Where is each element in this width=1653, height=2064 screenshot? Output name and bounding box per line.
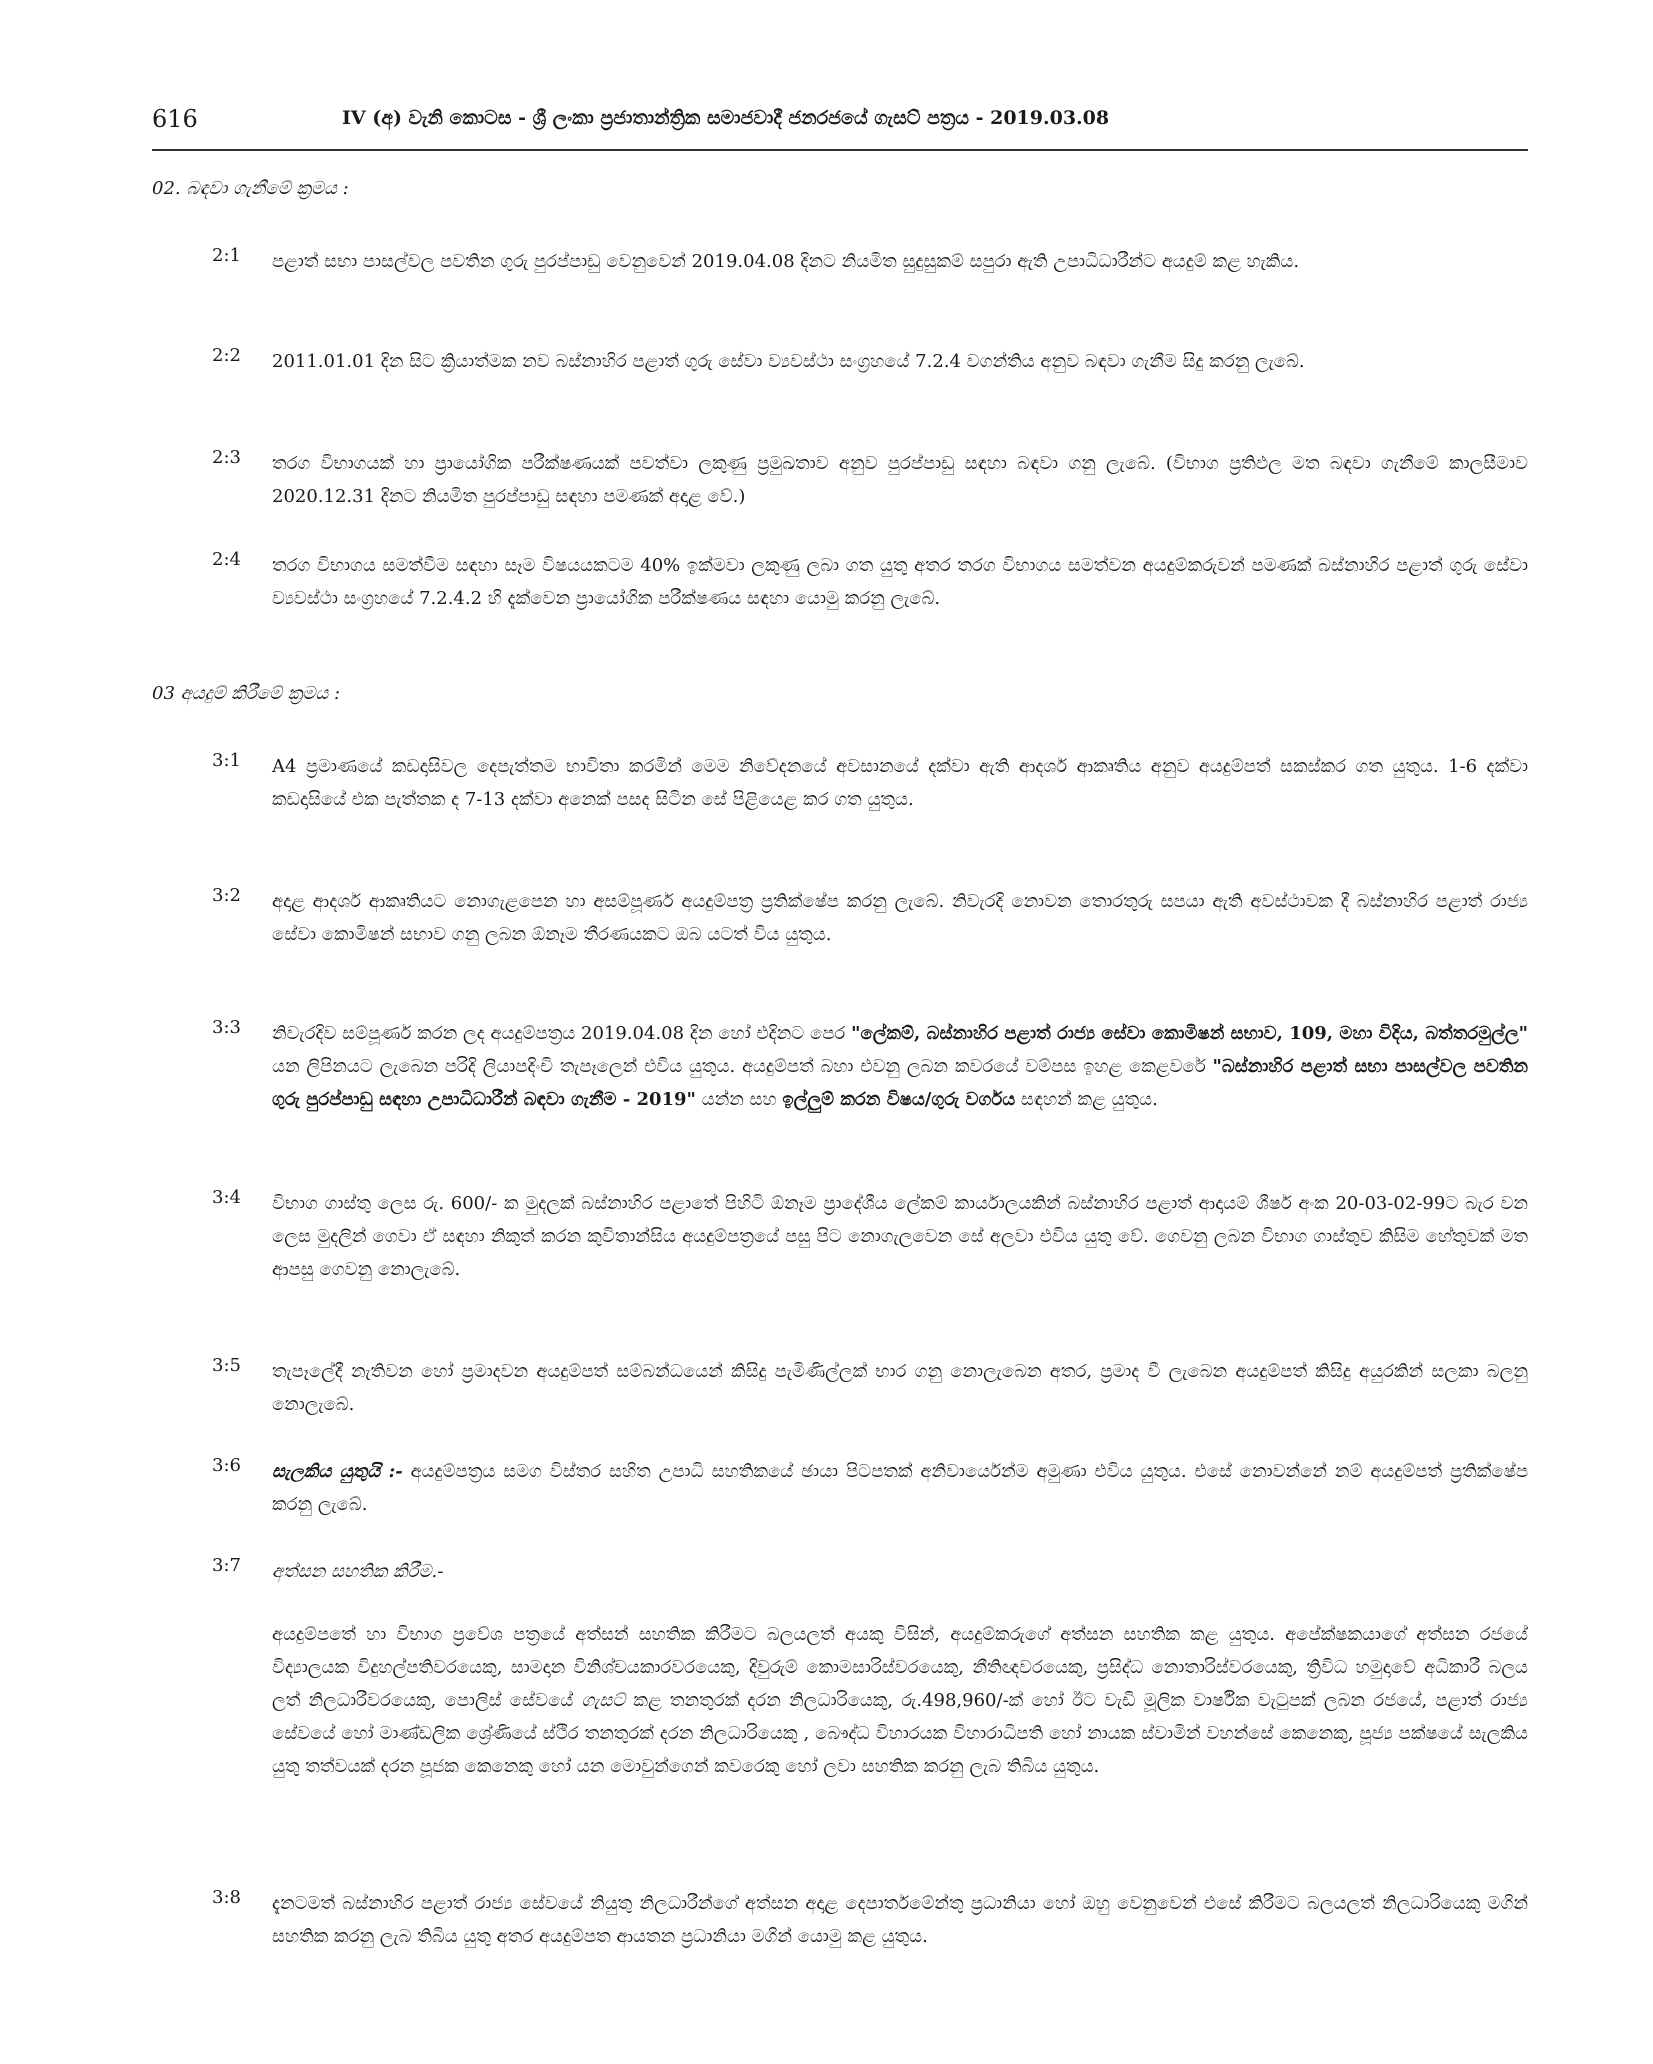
clause-number: 3:3 bbox=[212, 1017, 241, 1038]
clause-text: පළාත් සභා පාසල්වල පවතින ගුරු පුරප්පාඩු වෙනුවෙන් 2019.04.08 දිනට නියමිත සුදුසුකම් සපුරා ඇති උපාධිධාරීන්ට අයදුම් කළ හැකිය. bbox=[272, 251, 1300, 272]
subject-caption: ඉල්ලුම් කරන විෂය/ගුරු වර්ගය bbox=[782, 1089, 1016, 1110]
clause-text: A4 ප්‍රමාණයේ කඩදාසිවල දෙපැත්තම භාවිතා කරමින් මෙම නිවේදනයේ අවසානයේ දක්වා ඇති ආදර්ශ ආකෘතිය අනුව අයදුම්පත් සකස්කර ගත යුතුය. 1-6 දක්වා කඩදාසියේ එක පැත්තක ද 7-13 දක්වා අනෙක් පසද සිටින සේ පිළියෙළ කර ගත යුතුය. bbox=[272, 756, 1528, 810]
clause-subheading bbox=[272, 1555, 1528, 1588]
clause-3-5 bbox=[152, 1355, 1528, 1421]
clause-text bbox=[272, 1455, 1528, 1521]
envelope-caption: "බස්නාහිර පළාත් සභා පාසල්වල පවතින ගුරු පුරප්පාඩු සඳහා උපාධිධාරීන් බඳවා ගැනීම - 2019" bbox=[272, 1056, 1528, 1110]
clause-3-1 bbox=[152, 750, 1528, 816]
clause-text-part: අයදුම්පත්‍රය සමග විස්තර සහිත උපාධි සහතිකයේ ඡායා පිටපතක් අනිවාර්යෙන්ම අමුණා එවිය යුතුය. එසේ නොවන්නේ නම් අයදුම්පත් ප්‍රතික්ෂේප කරනු ලැබේ. bbox=[272, 1461, 1529, 1515]
section-2-heading: 02. බඳවා ගැනීමේ ක්‍රමය : bbox=[152, 178, 349, 199]
clause-3-6 bbox=[152, 1455, 1528, 1521]
clause-3-4 bbox=[152, 1187, 1528, 1286]
clause-text: අදාළ ආදර්ශ ආකෘතියට නොගැළපෙන හා අසම්පූර්ණ අයදුම්පත්‍ර ප්‍රතික්ෂේප කරනු ලැබේ. නිවැරදි නොවන තොරතුරු සපයා ඇති අවස්ථාවක දී බස්නාහිර පළාත් රාජ්‍ය සේවා කොමිෂන් සභාව ගනු ලබන ඕනෑම තීරණයකට ඔබ යටත් විය යුතුය. bbox=[272, 891, 1528, 945]
page-header bbox=[152, 105, 1528, 151]
clause-text-part: කළ තනතුරක් දරන නිලධාරියෙකු, රු.498,960/-ක් හෝ ඊට වැඩි මූලික වාර්ෂික වැටුපක් ලබන රජයේ, පළාත් රාජ්‍ය සේවයේ හෝ මාණ්ඩලික ශ්‍රේණියේ ස්ථිර තනතුරක් දරන නිලධාරියෙකු , බෞද්ධ විහාරයක විහාරාධිපති හෝ නායක ස්වාමින් වහන්සේ කෙනෙකු, පූජ්‍ය පක්ෂයේ සැලකිය යුතු තත්වයක් දරන පූජක කෙනෙකු හෝ යන මොවුන්ගෙන් කවරෙකු හෝ ලවා සහතික කරනු ලැබ තිබිය යුතුය. bbox=[272, 1690, 1529, 1777]
clause-number: 3:8 bbox=[212, 1887, 241, 1908]
clause-2-4 bbox=[152, 549, 1528, 615]
clause-3-8 bbox=[152, 1887, 1528, 1953]
clause-text-part: සඳහන් කළ යුතුය. bbox=[1015, 1089, 1158, 1110]
clause-text-italic: ගැසට් bbox=[581, 1690, 626, 1711]
clause-text bbox=[272, 1017, 1528, 1116]
clause-3-2 bbox=[152, 885, 1528, 951]
section-3-heading: 03 අයදුම් කිරීමේ ක්‍රමය : bbox=[152, 683, 341, 704]
header-title: IV (අ) වැනි කොටස - ශ්‍රී ලංකා ප්‍රජාතාන්ත්‍රික සමාජවාදී ජනරජයේ ගැසට් පත්‍රය - 2019.03.08 bbox=[342, 107, 1110, 129]
page-number: 616 bbox=[152, 105, 198, 133]
clause-text-part: යන ලිපිනයට ලැබෙන පරිදි ලියාපදිංචි තැපෑලෙන් එවිය යුතුය. අයදුම්පත් බහා එවනු ලබන කවරයේ වම්පස ඉහළ කෙළවරේ bbox=[272, 1056, 1213, 1077]
clause-number: 3:4 bbox=[212, 1187, 241, 1208]
clause-number: 3:7 bbox=[212, 1555, 241, 1576]
clause-text bbox=[272, 1618, 1528, 1783]
clause-2-3 bbox=[152, 447, 1528, 513]
clause-number: 2:1 bbox=[212, 245, 241, 266]
clause-number: 2:4 bbox=[212, 549, 241, 570]
clause-3-3 bbox=[152, 1017, 1528, 1116]
note-lead: සැලකිය යුතුයි :- bbox=[272, 1461, 403, 1482]
subheading-text: අත්සන සහතික කිරීම.- bbox=[272, 1561, 444, 1582]
clause-text: තැපෑලේදී නැතිවන හෝ ප්‍රමාදවන අයදුම්පත් සම්බන්ධයෙන් කිසිදු පැමිණිල්ලක් භාර ගනු නොලැබෙන අතර, ප්‍රමාද වී ලැබෙන අයදුම්පත් කිසිදු අයුරකින් සලකා බලනු නොලැබේ. bbox=[272, 1361, 1528, 1415]
clause-number: 2:2 bbox=[212, 345, 241, 366]
clause-2-1 bbox=[152, 245, 1528, 278]
clause-number: 2:3 bbox=[212, 447, 241, 468]
clause-text-part: යන්න සහ bbox=[695, 1089, 783, 1110]
clause-text: දැනටමත් බස්නාහිර පළාත් රාජ්‍ය සේවයේ නියුතු නිලධාරීන්ගේ අත්සන අදාළ දෙපාර්තමේන්තු ප්‍රධානියා හෝ ඔහු වෙනුවෙන් එසේ කිරීමට බලයලත් නිලධාරියෙකු මගින් සහතික කරනු ලැබ තිබිය යුතු අතර අයදුම්පත ආයතන ප්‍රධානියා මගින් යොමු කළ යුතුය. bbox=[272, 1893, 1528, 1947]
clause-number: 3:1 bbox=[212, 750, 241, 771]
clause-3-7 bbox=[152, 1555, 1528, 1783]
clause-text: තරග විභාගයක් හා ප්‍රායෝගික පරීක්ෂණයක් පවත්වා ලකුණු ප්‍රමුඛතාව අනුව පුරප්පාඩු සඳහා බඳවා ගනු ලැබේ. (විභාග ප්‍රතිඵල මත බඳවා ගැනීමේ කාලසීමාව 2020.12.31 දිනට නියමිත පුරප්පාඩු සඳහා පමණක් අදාළ වේ.) bbox=[272, 453, 1528, 507]
address-text: "ලේකම්, බස්නාහිර පළාත් රාජ්‍ය සේවා කොමිෂන් සභාව, 109, මහා විදිය, බත්තරමුල්ල" bbox=[851, 1023, 1528, 1044]
clause-2-2 bbox=[152, 345, 1528, 378]
clause-text: විභාග ගාස්තු ලෙස රු. 600/- ක මුදලක් බස්නාහිර පළාතේ පිහිටි ඕනෑම ප්‍රාදේශීය ලේකම් කාර්යාලයකින් බස්නාහිර පළාත් ආදායම් ශීර්ෂ අංක 20-03-02-99ට බැර වන ලෙස මුදලින් ගෙවා ඒ සඳහා නිකුත් කරන කුවිතාන්සිය අයදුම්පත්‍රයේ පසු පිට නොගැලවෙන සේ අලවා එවිය යුතු වේ. ගෙවනු ලබන විභාග ගාස්තුව කිසිම හේතුවක් මත ආපසු ගෙවනු නොලැබේ. bbox=[272, 1193, 1528, 1280]
clause-text: 2011.01.01 දින සිට ක්‍රියාත්මක නව බස්නාහිර පළාත් ගුරු සේවා ව්‍යවස්ථා සංග්‍රහයේ 7.2.4 වගන්තිය අනුව බඳවා ගැනීම සිදු කරනු ලැබේ. bbox=[272, 351, 1305, 372]
clause-number: 3:5 bbox=[212, 1355, 241, 1376]
clause-number: 3:6 bbox=[212, 1455, 241, 1476]
clause-text-part: නිවැරදිව සම්පූර්ණ කරන ලද අයදුම්පත්‍රය 2019.04.08 දින හෝ එදිනට පෙර bbox=[272, 1023, 852, 1044]
clause-text-part: අයදුම්පතේ හා විභාග ප්‍රවේශ පත්‍රයේ අත්සන් සහතික කිරීමට බලයලත් අයකු විසින්, අයදුම්කරුගේ අත්සන සහතික කළ යුතුය. අපේක්ෂකයාගේ අත්සන රජයේ විද්‍යාලයක විදුහල්පතිවරයෙකු, සාමදාන විනිශ්චයකාරවරයෙකු, දිවුරුම් කොමසාරිස්වරයෙකු, නීතිඥවරයෙකු, ප්‍රසිද්ධ නොතාරිස්වරයෙකු, ත්‍රිවිධ හමුදාවේ අධිකාරී බලය ලත් නිලධාරීවරයෙකු, පොලිස් සේවයේ bbox=[272, 1624, 1528, 1711]
clause-number: 3:2 bbox=[212, 885, 241, 906]
clause-text: තරග විභාගය සමත්වීම සඳහා සෑම විෂයයකටම 40% ඉක්මවා ලකුණු ලබා ගත යුතු අතර තරග විභාගය සමත්වන අයදුම්කරුවන් පමණක් බස්නාහිර පළාත් ගුරු සේවා ව්‍යවස්ථා සංග්‍රහයේ 7.2.4.2 හි දැක්වෙන ප්‍රායෝගික පරීක්ෂණය සඳහා යොමු කරනු ලැබේ. bbox=[272, 555, 1528, 609]
